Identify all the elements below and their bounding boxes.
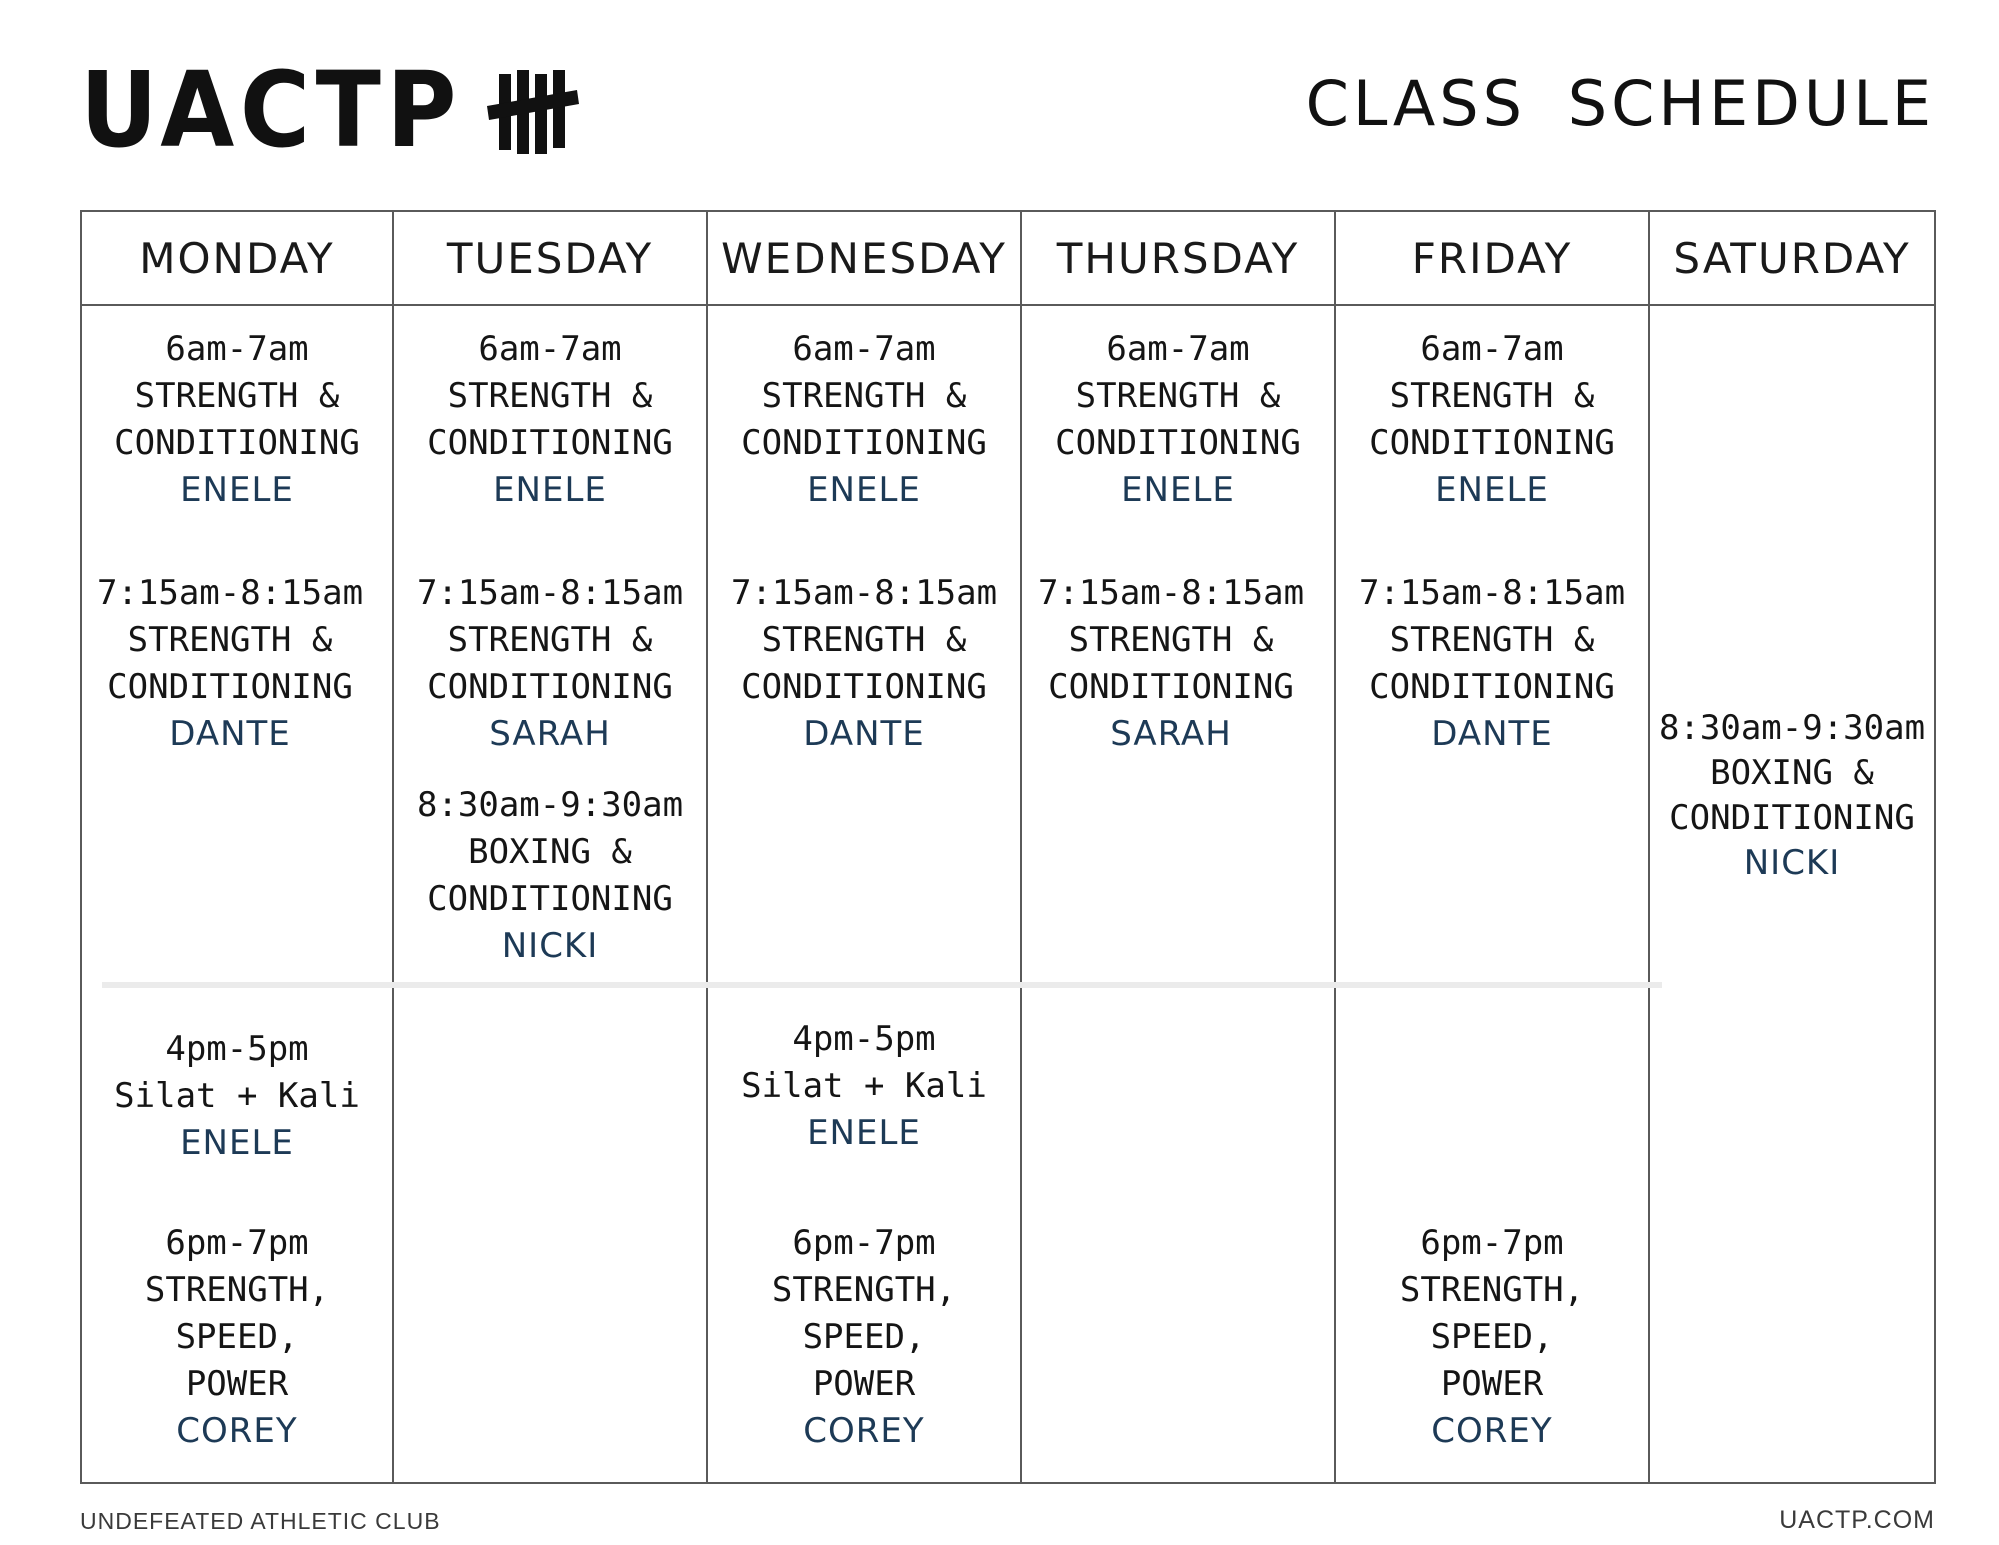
class-slot [1022, 326, 1334, 514]
class-slot [708, 1016, 1020, 1157]
class-slot [394, 782, 706, 970]
day-header-wednesday: WEDNESDAY [708, 212, 1022, 306]
class-name: CONDITIONING [427, 879, 673, 919]
class-time: 6am-7am [478, 329, 622, 369]
coach-name: ENELE [180, 1123, 294, 1163]
day-column-wednesday [708, 306, 1022, 1482]
class-time: 8:30am-9:30am [1658, 708, 1926, 748]
class-time: 6pm-7pm [165, 1223, 309, 1263]
class-name: Silat + Kali [741, 1066, 987, 1106]
class-name: STRENGTH & [447, 620, 653, 660]
coach-name: COREY [1431, 1411, 1553, 1451]
class-name: CONDITIONING [427, 667, 673, 707]
footer-club-name: UNDEFEATED ATHLETIC CLUB [80, 1508, 441, 1534]
class-slot [394, 326, 706, 514]
class-time: 7:15am-8:15am [416, 573, 684, 613]
coach-name: DANTE [1431, 714, 1553, 754]
class-name: STRENGTH, [144, 1270, 330, 1310]
day-header-friday: FRIDAY [1336, 212, 1650, 306]
class-slot [82, 1026, 392, 1167]
class-name: CONDITIONING [1048, 667, 1294, 707]
class-name: Silat + Kali [114, 1076, 360, 1116]
class-time: 7:15am-8:15am [1037, 573, 1305, 613]
class-name: BOXING & [468, 832, 632, 872]
class-name: STRENGTH & [761, 620, 967, 660]
class-slot [1650, 706, 1934, 886]
coach-name: COREY [176, 1411, 298, 1451]
five-stripes-logo-icon [481, 60, 581, 160]
class-name: STRENGTH & [447, 376, 653, 416]
day-column-thursday [1022, 306, 1336, 1482]
class-slot [1336, 570, 1648, 758]
class-slot [82, 1220, 392, 1455]
logo-wordmark: UACTP [80, 49, 463, 171]
coach-name: DANTE [803, 714, 925, 754]
class-time: 6pm-7pm [792, 1223, 936, 1263]
coach-name: NICKI [501, 926, 599, 966]
class-time: 7:15am-8:15am [1358, 573, 1626, 613]
class-name: STRENGTH & [1068, 620, 1274, 660]
day-column-monday [82, 306, 394, 1482]
class-name: CONDITIONING [427, 423, 673, 463]
class-name: CONDITIONING [1055, 423, 1301, 463]
coach-name: NICKI [1743, 843, 1841, 883]
page-header [80, 49, 1935, 171]
class-name: BOXING & [1710, 753, 1874, 793]
class-slot [68, 570, 392, 758]
class-name: CONDITIONING [107, 667, 353, 707]
class-name: CONDITIONING [1369, 423, 1615, 463]
class-name: SPEED, [175, 1317, 299, 1357]
day-header-thursday: THURSDAY [1022, 212, 1336, 306]
class-name: CONDITIONING [1669, 798, 1915, 838]
coach-name: COREY [803, 1411, 925, 1451]
class-slot [708, 1220, 1020, 1455]
coach-name: DANTE [169, 714, 291, 754]
coach-name: ENELE [807, 1113, 921, 1153]
class-name: POWER [1440, 1364, 1544, 1404]
class-slot [82, 326, 392, 514]
coach-name: ENELE [807, 470, 921, 510]
class-name: STRENGTH, [1399, 1270, 1585, 1310]
day-header-tuesday: TUESDAY [394, 212, 708, 306]
class-slot [394, 570, 706, 758]
class-time: 6am-7am [1106, 329, 1250, 369]
class-name: STRENGTH & [761, 376, 967, 416]
class-slot [708, 570, 1020, 758]
schedule-table [80, 210, 1936, 1484]
class-time: 6am-7am [1420, 329, 1564, 369]
class-name: CONDITIONING [741, 423, 987, 463]
class-name: POWER [185, 1364, 289, 1404]
class-time: 6am-7am [165, 329, 309, 369]
class-name: STRENGTH & [1075, 376, 1281, 416]
class-name: CONDITIONING [114, 423, 360, 463]
class-name: CONDITIONING [741, 667, 987, 707]
class-time: 4pm-5pm [165, 1029, 309, 1069]
day-column-saturday [1650, 306, 1934, 1482]
class-name: STRENGTH & [134, 376, 340, 416]
class-slot [1008, 570, 1334, 758]
class-name: CONDITIONING [1369, 667, 1615, 707]
class-name: STRENGTH & [127, 620, 333, 660]
class-name: STRENGTH, [771, 1270, 957, 1310]
coach-name: ENELE [493, 470, 607, 510]
footer-website: UACTP.COM [1779, 1506, 1935, 1534]
class-time: 7:15am-8:15am [730, 573, 998, 613]
class-time: 7:15am-8:15am [96, 573, 364, 613]
class-time: 6am-7am [792, 329, 936, 369]
class-slot [708, 326, 1020, 514]
class-name: SPEED, [1430, 1317, 1554, 1357]
page-title: CLASS SCHEDULE [1305, 67, 1935, 140]
day-header-monday: MONDAY [82, 212, 394, 306]
class-time: 8:30am-9:30am [416, 785, 684, 825]
class-name: STRENGTH & [1389, 620, 1595, 660]
class-time: 6pm-7pm [1420, 1223, 1564, 1263]
coach-name: SARAH [489, 714, 611, 754]
class-slot [1336, 1220, 1648, 1455]
day-header-saturday: SATURDAY [1650, 212, 1934, 306]
am-pm-divider [102, 982, 1662, 988]
coach-name: SARAH [1110, 714, 1232, 754]
brand-logo [80, 49, 581, 171]
day-column-friday [1336, 306, 1650, 1482]
class-name: STRENGTH & [1389, 376, 1595, 416]
coach-name: ENELE [180, 470, 294, 510]
coach-name: ENELE [1121, 470, 1235, 510]
class-slot [1336, 326, 1648, 514]
class-time: 4pm-5pm [792, 1019, 936, 1059]
day-column-tuesday [394, 306, 708, 1482]
class-name: SPEED, [802, 1317, 926, 1357]
coach-name: ENELE [1435, 470, 1549, 510]
class-name: POWER [812, 1364, 916, 1404]
